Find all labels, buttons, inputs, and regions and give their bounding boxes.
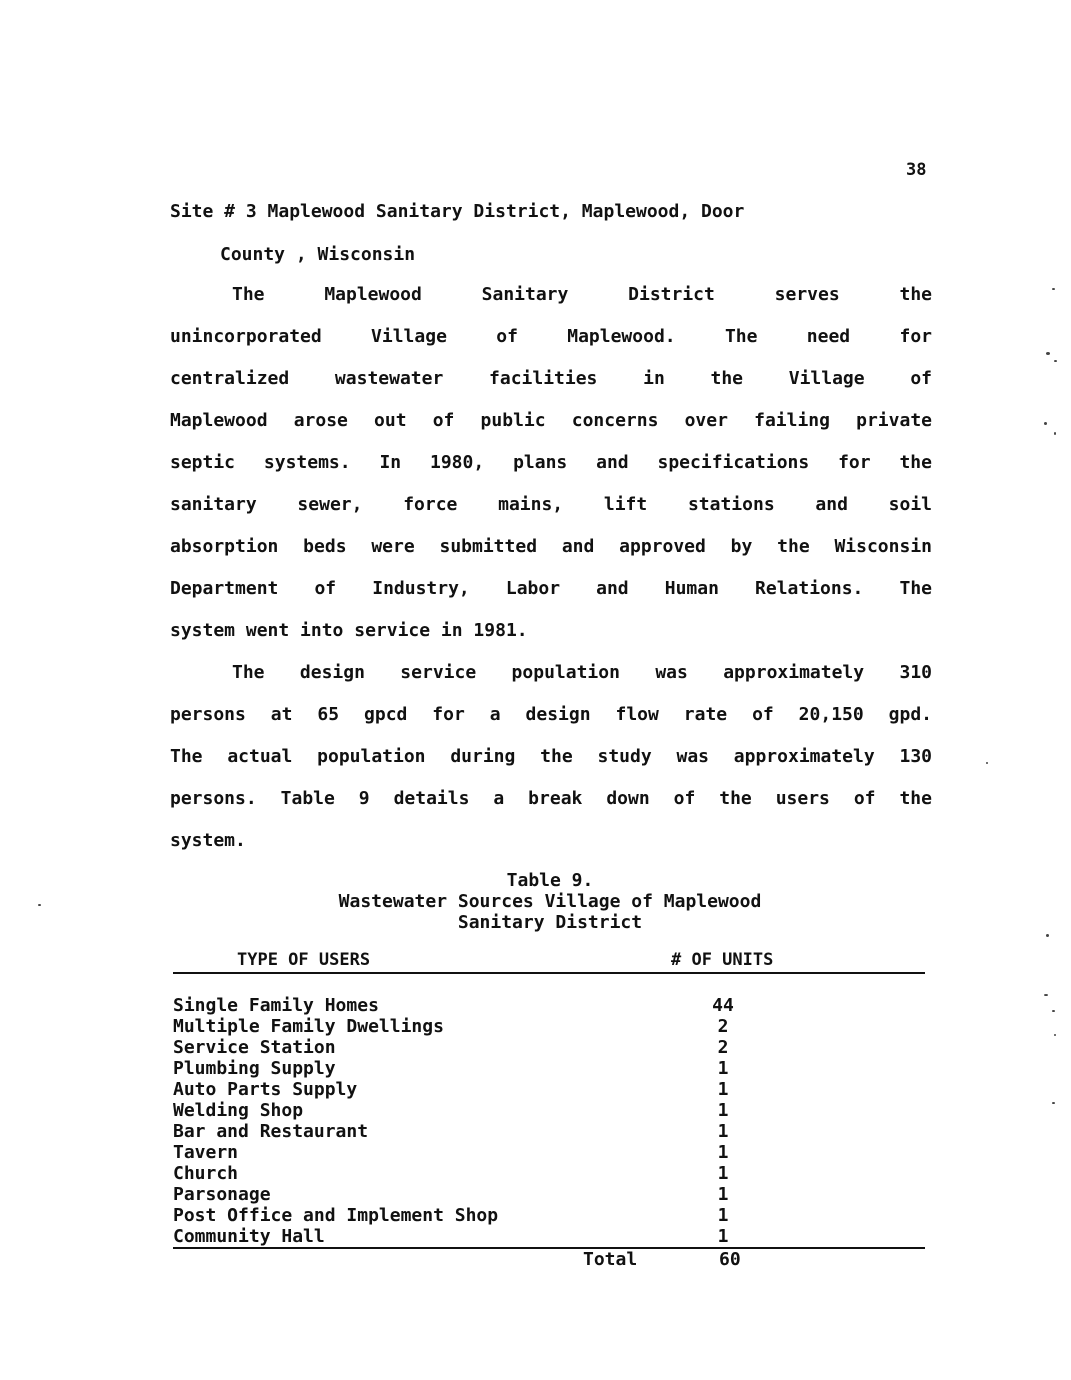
table-title: Wastewater Sources Village of Maplewood bbox=[338, 891, 762, 912]
unit-count: 2 bbox=[717, 1016, 729, 1037]
unit-count: 44 bbox=[712, 995, 734, 1016]
table-row bbox=[173, 1016, 925, 1037]
wastewater-sources-table bbox=[173, 950, 925, 1271]
paragraph-line: Department of Industry, Labor and Human Relations. The bbox=[170, 578, 932, 599]
user-type: Bar and Restaurant bbox=[173, 1121, 369, 1142]
scan-speck bbox=[1046, 934, 1049, 937]
site-heading: Site # 3 Maplewood Sanitary District, Maplewood, Door bbox=[170, 201, 745, 222]
table-row bbox=[173, 1079, 925, 1100]
table-header bbox=[173, 950, 925, 974]
table-number: Table 9. bbox=[506, 870, 594, 891]
unit-count: 1 bbox=[717, 1226, 729, 1247]
unit-count: 2 bbox=[717, 1037, 729, 1058]
paragraph-line: absorption beds were submitted and approved by the Wisconsin bbox=[170, 536, 932, 557]
paragraph-line: sanitary sewer, force mains, lift stations and soil bbox=[170, 494, 932, 515]
table-row bbox=[173, 1100, 925, 1121]
table-row bbox=[173, 995, 925, 1016]
paragraph-line: The design service population was approximately 310 bbox=[232, 662, 932, 683]
paragraph-line: centralized wastewater facilities in the Village of bbox=[170, 368, 932, 389]
user-type: Community Hall bbox=[173, 1226, 325, 1247]
unit-count: 1 bbox=[717, 1100, 729, 1121]
paragraph-line: persons at 65 gpcd for a design flow rate of 20,150 gpd. bbox=[170, 704, 932, 725]
unit-count: 1 bbox=[717, 1058, 729, 1079]
paragraph-population bbox=[170, 652, 932, 862]
scan-speck bbox=[1054, 432, 1056, 435]
scan-speck bbox=[986, 762, 988, 764]
table-title-continued: Sanitary District bbox=[457, 912, 643, 933]
table-row bbox=[173, 1121, 925, 1142]
scan-speck bbox=[1046, 352, 1050, 355]
unit-count: 1 bbox=[717, 1079, 729, 1100]
total-label: Total bbox=[583, 1249, 638, 1270]
user-type: Church bbox=[173, 1163, 239, 1184]
table-row bbox=[173, 1184, 925, 1205]
paragraph-line: The Maplewood Sanitary District serves the bbox=[232, 284, 932, 305]
user-type: Service Station bbox=[173, 1037, 336, 1058]
scan-speck bbox=[1054, 1034, 1056, 1036]
paragraph-line: system. bbox=[170, 830, 246, 851]
user-type: Welding Shop bbox=[173, 1100, 304, 1121]
table-total-row bbox=[173, 1249, 925, 1271]
site-heading-continued: County , Wisconsin bbox=[220, 244, 416, 265]
user-type: Post Office and Implement Shop bbox=[173, 1205, 499, 1226]
scan-speck bbox=[1044, 994, 1048, 996]
paragraph-line: Maplewood arose out of public concerns over failing private bbox=[170, 410, 932, 431]
table-caption bbox=[170, 870, 930, 933]
paragraph-description bbox=[170, 274, 932, 652]
unit-count: 1 bbox=[717, 1184, 729, 1205]
header-type-of-users: TYPE OF USERS bbox=[237, 950, 371, 970]
scan-speck bbox=[1052, 1010, 1055, 1012]
user-type: Auto Parts Supply bbox=[173, 1079, 358, 1100]
header-number-of-units: # OF UNITS bbox=[671, 950, 774, 970]
scan-speck bbox=[38, 904, 41, 906]
paragraph-line: The actual population during the study was approximately 130 bbox=[170, 746, 932, 767]
user-type: Single Family Homes bbox=[173, 995, 379, 1016]
total-value: 60 bbox=[719, 1249, 741, 1270]
scan-speck bbox=[1052, 1102, 1055, 1104]
page-number: 38 bbox=[906, 160, 927, 180]
unit-count: 1 bbox=[717, 1121, 729, 1142]
paragraph-line: system went into service in 1981. bbox=[170, 620, 528, 641]
table-row bbox=[173, 1142, 925, 1163]
paragraph-line: persons. Table 9 details a break down of the users of the bbox=[170, 788, 932, 809]
table-row bbox=[173, 1163, 925, 1184]
scan-speck bbox=[1044, 422, 1047, 425]
user-type: Plumbing Supply bbox=[173, 1058, 336, 1079]
table-row bbox=[173, 1037, 925, 1058]
user-type: Parsonage bbox=[173, 1184, 271, 1205]
unit-count: 1 bbox=[717, 1163, 729, 1184]
table-row bbox=[173, 1205, 925, 1226]
table-row bbox=[173, 1226, 925, 1247]
table-row bbox=[173, 1058, 925, 1079]
user-type: Tavern bbox=[173, 1142, 239, 1163]
unit-count: 1 bbox=[717, 1142, 729, 1163]
unit-count: 1 bbox=[717, 1205, 729, 1226]
table-body bbox=[173, 995, 925, 1249]
paragraph-line: unincorporated Village of Maplewood. The need for bbox=[170, 326, 932, 347]
paragraph-line: septic systems. In 1980, plans and specifications for the bbox=[170, 452, 932, 473]
scan-speck bbox=[1054, 360, 1057, 362]
user-type: Multiple Family Dwellings bbox=[173, 1016, 444, 1037]
scan-speck bbox=[1052, 288, 1055, 290]
